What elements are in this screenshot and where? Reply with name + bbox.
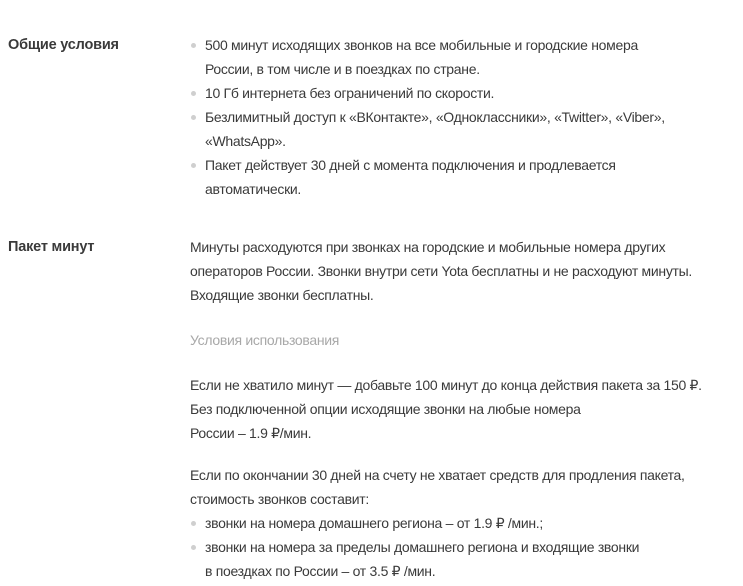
list-item (190, 33, 735, 81)
list-item-text: звонки на номера домашнего региона – от 1.9 ₽ /мин.; (205, 515, 543, 531)
paragraph-line: России – 1.9 ₽/мин. (190, 425, 312, 441)
renewal-paragraph (190, 463, 735, 511)
list-item (190, 535, 735, 583)
list-item-text: 10 Гб интернета без ограничений по скорости. (205, 85, 495, 101)
bullet-icon (191, 115, 196, 120)
list-item-text: в поездках по России – от 3.5 ₽ /мин. (205, 563, 436, 579)
bullet-icon (191, 43, 196, 48)
list-item (190, 105, 735, 153)
minutes-package-content (190, 235, 735, 583)
bullet-icon (191, 91, 196, 96)
usage-conditions-label: Условия использования (190, 332, 340, 348)
list-item-text: Пакет действует 30 дней с момента подключения и продлевается (205, 157, 616, 173)
bullet-icon (191, 545, 196, 550)
paragraph-line: Без подключенной опции исходящие звонки на любые номера (190, 401, 581, 417)
general-conditions-list (190, 33, 735, 201)
general-conditions-content (190, 33, 735, 201)
paragraph-line: операторов России. Звонки внутри сети Yota бесплатны и не расходуют минуты. (190, 263, 692, 279)
list-item (190, 81, 735, 105)
section-heading-general: Общие условия (8, 37, 119, 53)
list-item-text: автоматически. (205, 181, 302, 197)
bullet-icon (191, 163, 196, 168)
list-item-text: Безлимитный доступ к «ВКонтакте», «Одноклассники», «Twitter», «Viber», (205, 109, 665, 125)
list-item-text: звонки на номера за пределы домашнего региона и входящие звонки (205, 539, 640, 555)
paragraph-line: Входящие звонки бесплатны. (190, 287, 374, 303)
add-minutes-paragraph (190, 373, 735, 445)
paragraph-line: Минуты расходуются при звонках на городские и мобильные номера других (190, 239, 666, 255)
paragraph-line: Если по окончании 30 дней на счету не хватает средств для продления пакета, (190, 467, 685, 483)
list-item (190, 153, 735, 201)
section-heading-minutes: Пакет минут (8, 239, 95, 255)
section-general-conditions (8, 33, 743, 201)
paragraph-line: стоимость звонков составит: (190, 491, 369, 507)
minutes-intro-paragraph (190, 235, 735, 307)
renewal-rates-list (190, 511, 735, 583)
list-item-text: 500 минут исходящих звонков на все мобильные и городские номера (205, 37, 638, 53)
section-minutes-package (8, 235, 743, 583)
paragraph-line: Если не хватило минут — добавьте 100 минут до конца действия пакета за 150 ₽. (190, 377, 702, 393)
list-item-text: России, в том числе и в поездках по стране. (205, 61, 480, 77)
list-item-text: «WhatsApp». (205, 133, 286, 149)
bullet-icon (191, 521, 196, 526)
list-item (190, 511, 735, 535)
